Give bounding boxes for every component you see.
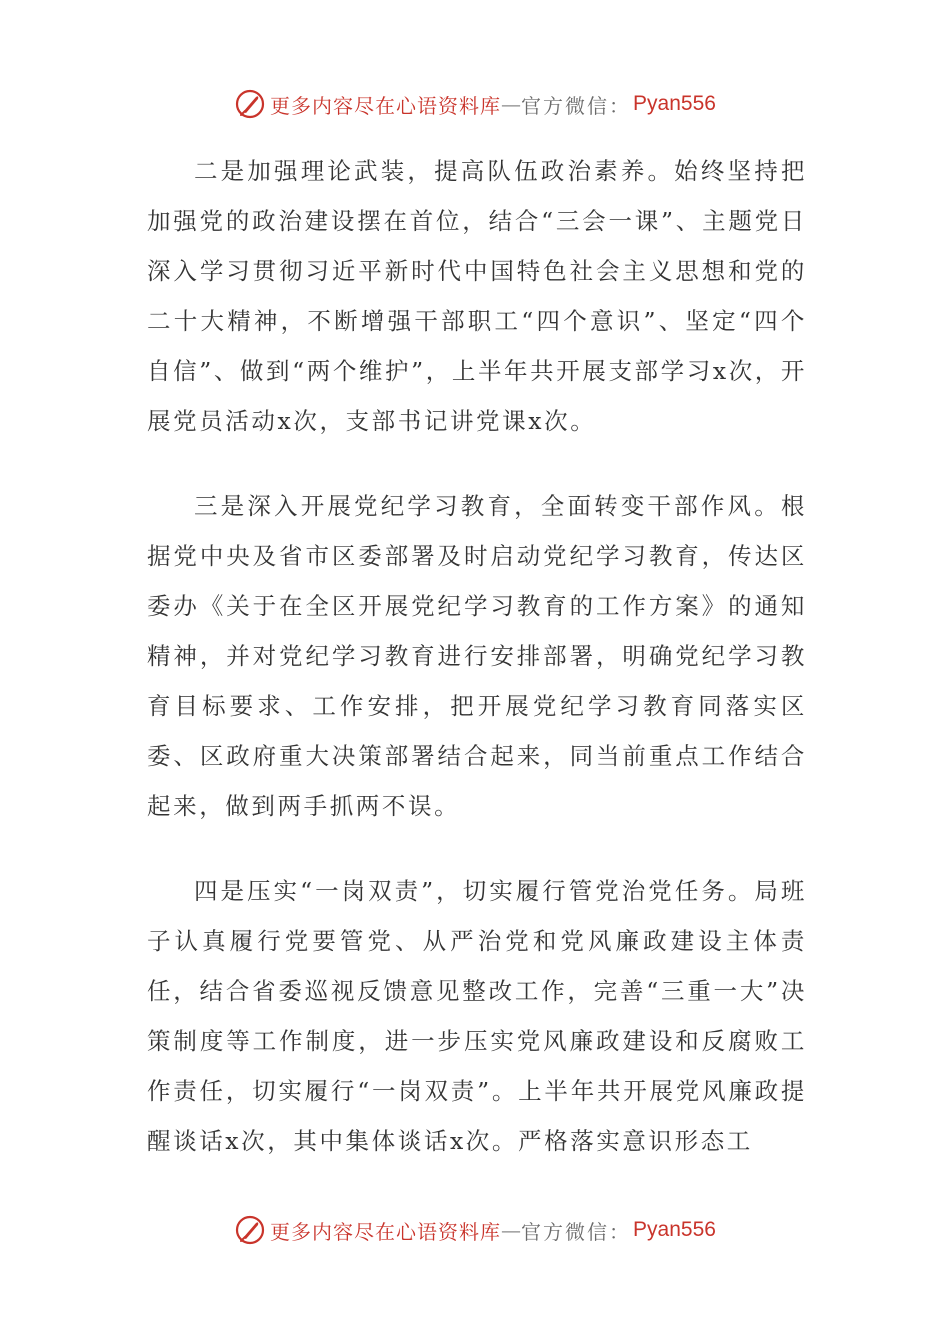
header-separator: — bbox=[501, 92, 522, 116]
quill-logo-icon bbox=[234, 88, 266, 120]
footer-wechat-label: 官方微信： bbox=[521, 1219, 632, 1244]
paragraph-dual-responsibility: 四是压实“一岗双责”，切实履行管党治党任务。局班子认真履行党要管党、从严治党和党风廉政建设主体责任，结合省委巡视反馈意见整改工作，完善“三重一大”决策制度等工作制度，进一步压实党风廉政建设和反腐败工作责任，切实履行“一岗双责”。上半年共开展党风廉政提醒谈话x次，其中集体谈话x次。严格落实意识形态工 bbox=[147, 877, 807, 1155]
footer-watermark-banner bbox=[0, 1210, 950, 1250]
paragraph-discipline-education: 三是深入开展党纪学习教育，全面转变干部作风。根据党中央及省市区委部署及时启动党纪学习教育，传达区委办《关于在全区开展党纪学习教育的工作方案》的通知精神，并对党纪学习教育进行安排部署，明确党纪学习教育目标要求、工作安排，把开展党纪学习教育同落实区委、区政府重大决策部署结合起来，同当前重点工作结合起来，做到两手抓两不误。 bbox=[147, 492, 807, 820]
header-wechat-id: Pyan556 bbox=[633, 92, 716, 115]
header-wechat-label: 官方微信： bbox=[521, 93, 632, 118]
footer-separator: — bbox=[501, 1218, 522, 1242]
quill-logo-icon bbox=[234, 1214, 266, 1246]
document-body bbox=[147, 146, 807, 1166]
header-brand-text: 更多内容尽在心语资料库 bbox=[270, 93, 502, 118]
header-watermark-banner bbox=[0, 84, 950, 124]
paragraph-theory-study: 二是加强理论武装，提高队伍政治素养。始终坚持把加强党的政治建设摆在首位，结合“三会一课”、主题党日深入学习贯彻习近平新时代中国特色社会主义思想和党的二十大精神，不断增强干部职工“四个意识”、坚定“四个自信”、做到“两个维护”，上半年共开展支部学习x次，开展党员活动x次，支部书记讲党课x次。 bbox=[147, 157, 807, 435]
footer-wechat-id: Pyan556 bbox=[633, 1218, 716, 1241]
footer-brand-text: 更多内容尽在心语资料库 bbox=[270, 1219, 502, 1244]
